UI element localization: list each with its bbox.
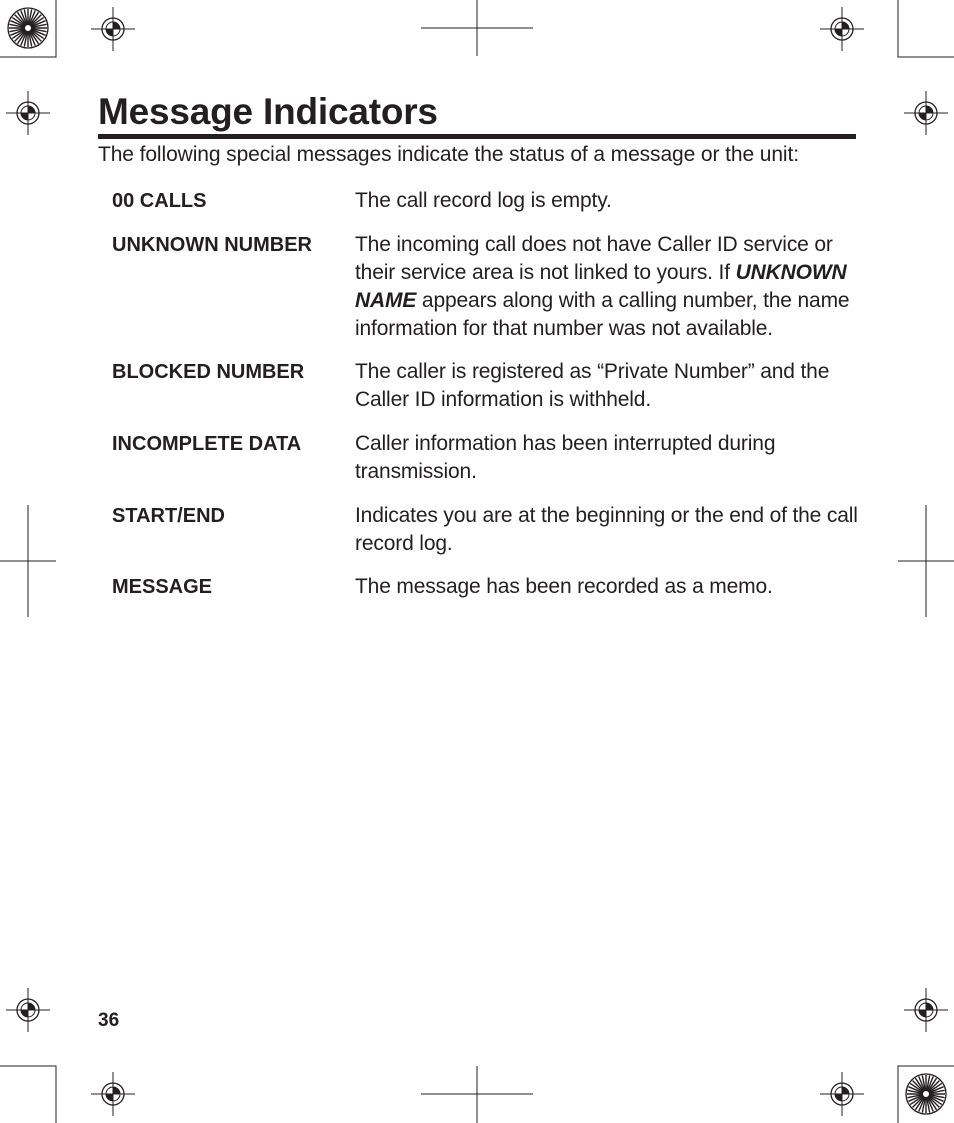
indicator-term: UNKNOWN NUMBER: [112, 234, 312, 256]
indicator-description: Indicates you are at the beginning or the end of the call record log.: [355, 504, 858, 555]
emphasized-text: UNKNOWN NAME: [355, 261, 847, 312]
indicator-description: [355, 231, 860, 343]
indicator-description: Caller information has been interrupted during transmission.: [355, 432, 776, 483]
page-title: Message Indicators: [98, 90, 856, 139]
description-text: The incoming call does not have Caller ID service or their service area is not linked to yours. If: [355, 233, 833, 284]
description-text: appears along with a calling number, the name information for that number was not available.: [355, 289, 850, 340]
indicator-term: MESSAGE: [112, 576, 213, 598]
indicator-term: BLOCKED NUMBER: [112, 361, 305, 383]
indicator-term: 00 CALLS: [112, 190, 207, 212]
indicator-term: START/END: [112, 505, 225, 527]
indicator-term: INCOMPLETE DATA: [112, 433, 302, 455]
indicator-description: The caller is registered as “Private Number” and the Caller ID information is withheld.: [355, 360, 830, 411]
indicator-description: The call record log is empty.: [355, 189, 612, 212]
indicator-description: The message has been recorded as a memo.: [355, 575, 773, 598]
intro-text: The following special messages indicate the status of a message or the unit:: [98, 143, 799, 166]
page-number: 36: [98, 1010, 120, 1031]
